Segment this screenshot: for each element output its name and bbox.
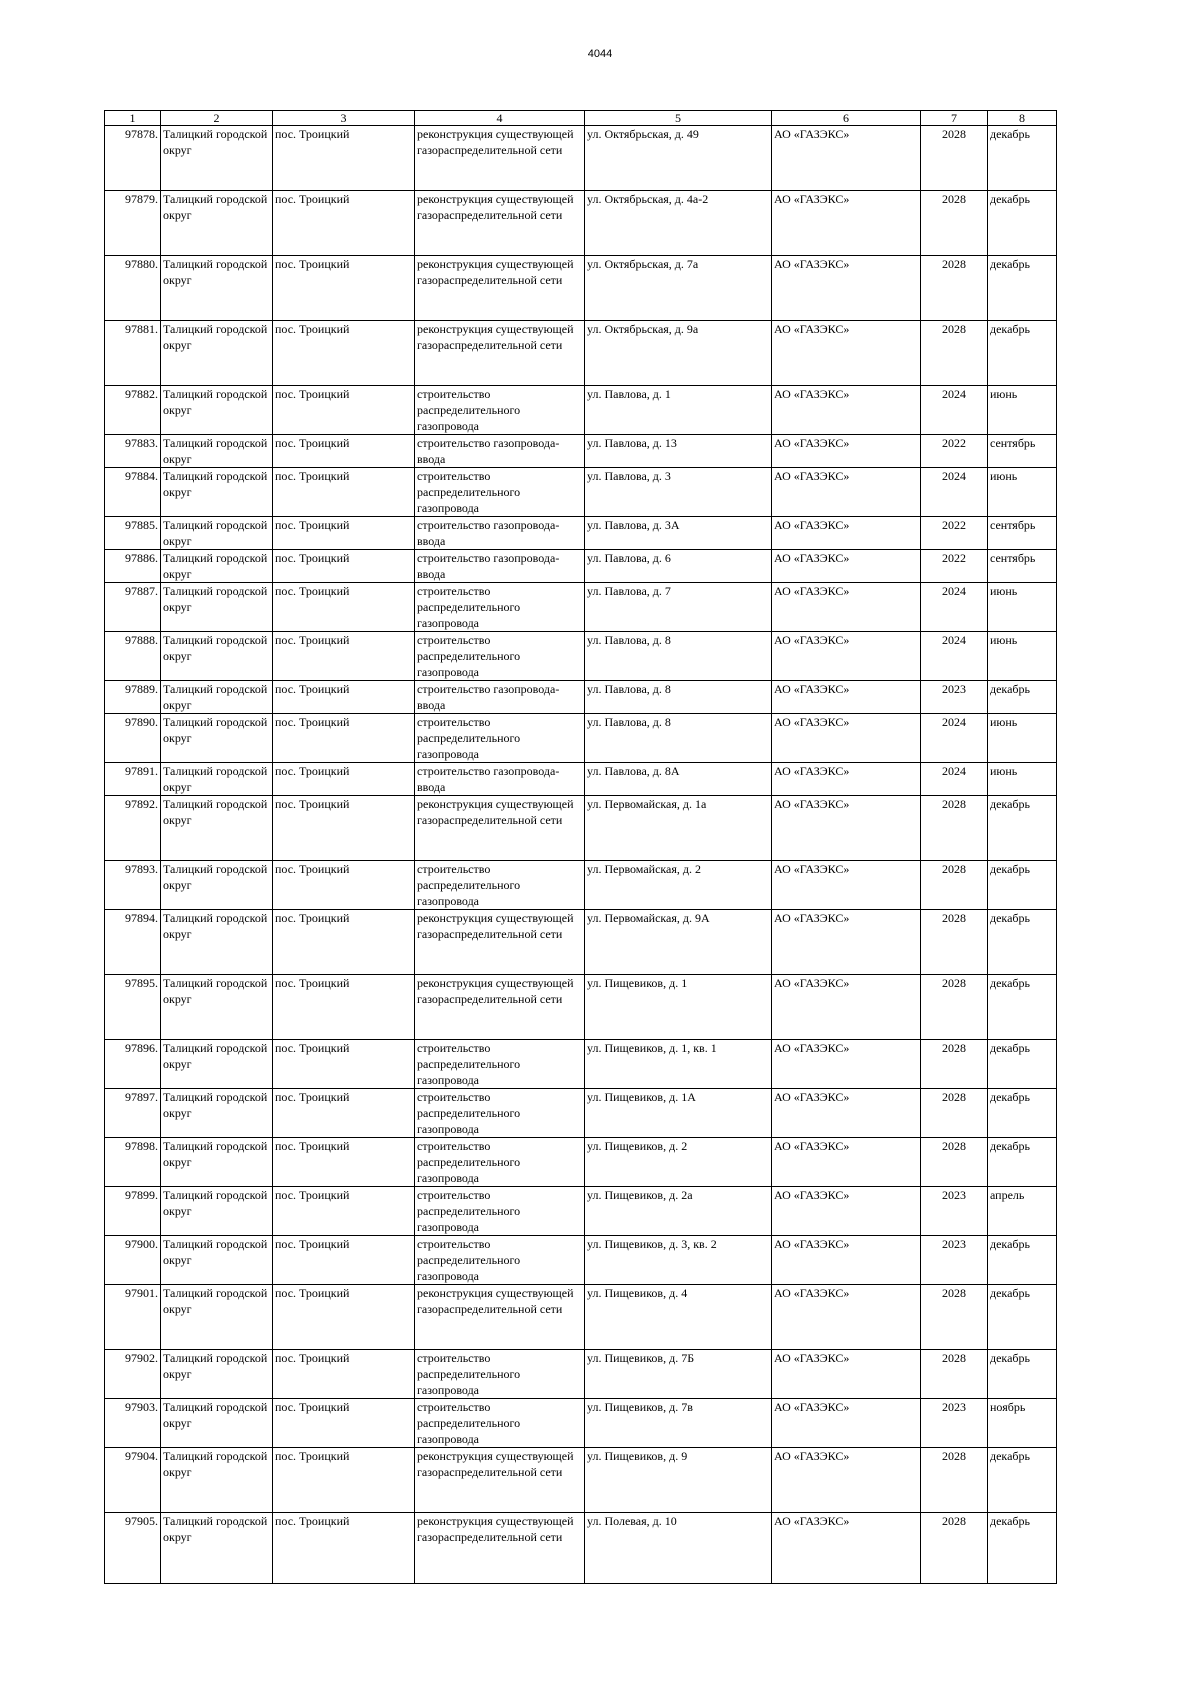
- table-row: [105, 1187, 1057, 1236]
- month-cell: сентябрь: [988, 435, 1057, 468]
- work-type-cell: реконструкция существующей газораспределительной сети: [415, 1448, 585, 1513]
- table-row: [105, 910, 1057, 975]
- column-header: 4: [415, 111, 585, 126]
- year-cell: 2028: [921, 910, 988, 975]
- settlement-cell: пос. Троицкий: [273, 1513, 415, 1584]
- row-number-cell: 97892.: [105, 796, 161, 861]
- municipality-cell: Талицкий городской округ: [161, 1350, 273, 1399]
- work-type-cell: строительство распределительного газопровода: [415, 468, 585, 517]
- contractor-cell: АО «ГАЗЭКС»: [772, 468, 921, 517]
- year-cell: 2023: [921, 1399, 988, 1448]
- contractor-cell: АО «ГАЗЭКС»: [772, 1448, 921, 1513]
- contractor-cell: АО «ГАЗЭКС»: [772, 681, 921, 714]
- year-cell: 2028: [921, 1448, 988, 1513]
- row-number-cell: 97897.: [105, 1089, 161, 1138]
- page-number: 4044: [587, 48, 613, 60]
- settlement-cell: пос. Троицкий: [273, 191, 415, 256]
- work-type-cell: реконструкция существующей газораспределительной сети: [415, 191, 585, 256]
- month-cell: июнь: [988, 468, 1057, 517]
- contractor-cell: АО «ГАЗЭКС»: [772, 321, 921, 386]
- year-cell: 2028: [921, 1138, 988, 1187]
- year-cell: 2028: [921, 126, 988, 191]
- column-header: 5: [585, 111, 772, 126]
- contractor-cell: АО «ГАЗЭКС»: [772, 1187, 921, 1236]
- settlement-cell: пос. Троицкий: [273, 681, 415, 714]
- settlement-cell: пос. Троицкий: [273, 435, 415, 468]
- year-cell: 2024: [921, 763, 988, 796]
- settlement-cell: пос. Троицкий: [273, 861, 415, 910]
- gasification-table: [104, 110, 1057, 1584]
- work-type-cell: строительство распределительного газопровода: [415, 386, 585, 435]
- month-cell: апрель: [988, 1187, 1057, 1236]
- month-cell: декабрь: [988, 910, 1057, 975]
- work-type-cell: строительство газопровода-ввода: [415, 517, 585, 550]
- municipality-cell: Талицкий городской округ: [161, 583, 273, 632]
- table-row: [105, 386, 1057, 435]
- month-cell: июнь: [988, 632, 1057, 681]
- settlement-cell: пос. Троицкий: [273, 1399, 415, 1448]
- table-row: [105, 1285, 1057, 1350]
- year-cell: 2023: [921, 681, 988, 714]
- address-cell: ул. Октябрьская, д. 4а-2: [585, 191, 772, 256]
- address-cell: ул. Пищевиков, д. 2: [585, 1138, 772, 1187]
- month-cell: декабрь: [988, 321, 1057, 386]
- work-type-cell: строительство газопровода-ввода: [415, 763, 585, 796]
- municipality-cell: Талицкий городской округ: [161, 386, 273, 435]
- month-cell: декабрь: [988, 796, 1057, 861]
- row-number-cell: 97896.: [105, 1040, 161, 1089]
- year-cell: 2028: [921, 796, 988, 861]
- settlement-cell: пос. Троицкий: [273, 550, 415, 583]
- settlement-cell: пос. Троицкий: [273, 1089, 415, 1138]
- contractor-cell: АО «ГАЗЭКС»: [772, 910, 921, 975]
- row-number-cell: 97882.: [105, 386, 161, 435]
- address-cell: ул. Первомайская, д. 9А: [585, 910, 772, 975]
- column-header: 3: [273, 111, 415, 126]
- table-row: [105, 975, 1057, 1040]
- contractor-cell: АО «ГАЗЭКС»: [772, 435, 921, 468]
- month-cell: июнь: [988, 386, 1057, 435]
- column-header: 7: [921, 111, 988, 126]
- year-cell: 2028: [921, 1350, 988, 1399]
- municipality-cell: Талицкий городской округ: [161, 1448, 273, 1513]
- contractor-cell: АО «ГАЗЭКС»: [772, 256, 921, 321]
- month-cell: декабрь: [988, 256, 1057, 321]
- table-row: [105, 126, 1057, 191]
- work-type-cell: строительство распределительного газопровода: [415, 583, 585, 632]
- column-number-row: [105, 111, 1057, 126]
- work-type-cell: реконструкция существующей газораспределительной сети: [415, 975, 585, 1040]
- row-number-cell: 97893.: [105, 861, 161, 910]
- work-type-cell: строительство распределительного газопровода: [415, 1350, 585, 1399]
- contractor-cell: АО «ГАЗЭКС»: [772, 861, 921, 910]
- row-number-cell: 97900.: [105, 1236, 161, 1285]
- month-cell: декабрь: [988, 126, 1057, 191]
- municipality-cell: Талицкий городской округ: [161, 1040, 273, 1089]
- settlement-cell: пос. Троицкий: [273, 321, 415, 386]
- municipality-cell: Талицкий городской округ: [161, 1187, 273, 1236]
- settlement-cell: пос. Троицкий: [273, 386, 415, 435]
- year-cell: 2028: [921, 1513, 988, 1584]
- municipality-cell: Талицкий городской округ: [161, 1285, 273, 1350]
- month-cell: декабрь: [988, 1040, 1057, 1089]
- address-cell: ул. Павлова, д. 8: [585, 681, 772, 714]
- work-type-cell: реконструкция существующей газораспределительной сети: [415, 1513, 585, 1584]
- address-cell: ул. Павлова, д. 8А: [585, 763, 772, 796]
- table-row: [105, 861, 1057, 910]
- municipality-cell: Талицкий городской округ: [161, 681, 273, 714]
- year-cell: 2028: [921, 1285, 988, 1350]
- row-number-cell: 97883.: [105, 435, 161, 468]
- work-type-cell: строительство распределительного газопровода: [415, 1040, 585, 1089]
- contractor-cell: АО «ГАЗЭКС»: [772, 517, 921, 550]
- work-type-cell: строительство распределительного газопровода: [415, 714, 585, 763]
- contractor-cell: АО «ГАЗЭКС»: [772, 1399, 921, 1448]
- settlement-cell: пос. Троицкий: [273, 517, 415, 550]
- row-number-cell: 97904.: [105, 1448, 161, 1513]
- year-cell: 2028: [921, 256, 988, 321]
- contractor-cell: АО «ГАЗЭКС»: [772, 1089, 921, 1138]
- month-cell: декабрь: [988, 1285, 1057, 1350]
- month-cell: ноябрь: [988, 1399, 1057, 1448]
- settlement-cell: пос. Троицкий: [273, 632, 415, 681]
- table-row: [105, 468, 1057, 517]
- contractor-cell: АО «ГАЗЭКС»: [772, 1236, 921, 1285]
- address-cell: ул. Павлова, д. 8: [585, 632, 772, 681]
- work-type-cell: строительство распределительного газопровода: [415, 861, 585, 910]
- column-header: 2: [161, 111, 273, 126]
- municipality-cell: Талицкий городской округ: [161, 256, 273, 321]
- table-row: [105, 435, 1057, 468]
- table-row: [105, 796, 1057, 861]
- settlement-cell: пос. Троицкий: [273, 763, 415, 796]
- municipality-cell: Талицкий городской округ: [161, 321, 273, 386]
- year-cell: 2028: [921, 321, 988, 386]
- month-cell: декабрь: [988, 1448, 1057, 1513]
- work-type-cell: строительство распределительного газопровода: [415, 1187, 585, 1236]
- municipality-cell: Талицкий городской округ: [161, 714, 273, 763]
- table-row: [105, 1236, 1057, 1285]
- contractor-cell: АО «ГАЗЭКС»: [772, 632, 921, 681]
- table-row: [105, 763, 1057, 796]
- settlement-cell: пос. Троицкий: [273, 126, 415, 191]
- work-type-cell: реконструкция существующей газораспределительной сети: [415, 256, 585, 321]
- municipality-cell: Талицкий городской округ: [161, 191, 273, 256]
- month-cell: декабрь: [988, 1350, 1057, 1399]
- year-cell: 2024: [921, 386, 988, 435]
- month-cell: декабрь: [988, 191, 1057, 256]
- row-number-cell: 97905.: [105, 1513, 161, 1584]
- work-type-cell: строительство распределительного газопровода: [415, 1138, 585, 1187]
- month-cell: декабрь: [988, 1513, 1057, 1584]
- work-type-cell: реконструкция существующей газораспределительной сети: [415, 1285, 585, 1350]
- month-cell: сентябрь: [988, 517, 1057, 550]
- table-row: [105, 517, 1057, 550]
- settlement-cell: пос. Троицкий: [273, 1236, 415, 1285]
- address-cell: ул. Пищевиков, д. 9: [585, 1448, 772, 1513]
- address-cell: ул. Пищевиков, д. 3, кв. 2: [585, 1236, 772, 1285]
- contractor-cell: АО «ГАЗЭКС»: [772, 386, 921, 435]
- year-cell: 2024: [921, 714, 988, 763]
- table-row: [105, 1399, 1057, 1448]
- address-cell: ул. Павлова, д. 13: [585, 435, 772, 468]
- table-row: [105, 191, 1057, 256]
- row-number-cell: 97886.: [105, 550, 161, 583]
- address-cell: ул. Первомайская, д. 1а: [585, 796, 772, 861]
- municipality-cell: Талицкий городской округ: [161, 550, 273, 583]
- contractor-cell: АО «ГАЗЭКС»: [772, 1040, 921, 1089]
- work-type-cell: строительство распределительного газопровода: [415, 1089, 585, 1138]
- year-cell: 2028: [921, 1089, 988, 1138]
- row-number-cell: 97885.: [105, 517, 161, 550]
- table-row: [105, 256, 1057, 321]
- month-cell: декабрь: [988, 1236, 1057, 1285]
- row-number-cell: 97888.: [105, 632, 161, 681]
- address-cell: ул. Павлова, д. 3А: [585, 517, 772, 550]
- municipality-cell: Талицкий городской округ: [161, 517, 273, 550]
- year-cell: 2022: [921, 550, 988, 583]
- table-row: [105, 632, 1057, 681]
- contractor-cell: АО «ГАЗЭКС»: [772, 1138, 921, 1187]
- work-type-cell: реконструкция существующей газораспределительной сети: [415, 910, 585, 975]
- settlement-cell: пос. Троицкий: [273, 1040, 415, 1089]
- column-header: 8: [988, 111, 1057, 126]
- table-row: [105, 321, 1057, 386]
- table-row: [105, 1350, 1057, 1399]
- address-cell: ул. Павлова, д. 1: [585, 386, 772, 435]
- row-number-cell: 97890.: [105, 714, 161, 763]
- settlement-cell: пос. Троицкий: [273, 910, 415, 975]
- municipality-cell: Талицкий городской округ: [161, 632, 273, 681]
- contractor-cell: АО «ГАЗЭКС»: [772, 191, 921, 256]
- work-type-cell: строительство распределительного газопровода: [415, 1399, 585, 1448]
- address-cell: ул. Пищевиков, д. 2а: [585, 1187, 772, 1236]
- settlement-cell: пос. Троицкий: [273, 256, 415, 321]
- municipality-cell: Талицкий городской округ: [161, 468, 273, 517]
- settlement-cell: пос. Троицкий: [273, 583, 415, 632]
- work-type-cell: строительство газопровода-ввода: [415, 435, 585, 468]
- month-cell: сентябрь: [988, 550, 1057, 583]
- settlement-cell: пос. Троицкий: [273, 1285, 415, 1350]
- table-row: [105, 1040, 1057, 1089]
- year-cell: 2024: [921, 583, 988, 632]
- row-number-cell: 97889.: [105, 681, 161, 714]
- address-cell: ул. Октябрьская, д. 7а: [585, 256, 772, 321]
- row-number-cell: 97891.: [105, 763, 161, 796]
- address-cell: ул. Павлова, д. 6: [585, 550, 772, 583]
- municipality-cell: Талицкий городской округ: [161, 1236, 273, 1285]
- year-cell: 2028: [921, 975, 988, 1040]
- year-cell: 2028: [921, 1040, 988, 1089]
- address-cell: ул. Пищевиков, д. 7Б: [585, 1350, 772, 1399]
- address-cell: ул. Пищевиков, д. 4: [585, 1285, 772, 1350]
- year-cell: 2022: [921, 517, 988, 550]
- address-cell: ул. Октябрьская, д. 49: [585, 126, 772, 191]
- municipality-cell: Талицкий городской округ: [161, 1089, 273, 1138]
- table-row: [105, 583, 1057, 632]
- municipality-cell: Талицкий городской округ: [161, 1399, 273, 1448]
- contractor-cell: АО «ГАЗЭКС»: [772, 126, 921, 191]
- address-cell: ул. Пищевиков, д. 1А: [585, 1089, 772, 1138]
- row-number-cell: 97903.: [105, 1399, 161, 1448]
- table-body: [105, 126, 1057, 1584]
- settlement-cell: пос. Троицкий: [273, 1187, 415, 1236]
- work-type-cell: реконструкция существующей газораспределительной сети: [415, 796, 585, 861]
- work-type-cell: строительство распределительного газопровода: [415, 632, 585, 681]
- row-number-cell: 97895.: [105, 975, 161, 1040]
- year-cell: 2028: [921, 191, 988, 256]
- address-cell: ул. Пищевиков, д. 1, кв. 1: [585, 1040, 772, 1089]
- settlement-cell: пос. Троицкий: [273, 1448, 415, 1513]
- address-cell: ул. Полевая, д. 10: [585, 1513, 772, 1584]
- year-cell: 2024: [921, 468, 988, 517]
- address-cell: ул. Октябрьская, д. 9а: [585, 321, 772, 386]
- table-row: [105, 1448, 1057, 1513]
- row-number-cell: 97901.: [105, 1285, 161, 1350]
- contractor-cell: АО «ГАЗЭКС»: [772, 796, 921, 861]
- row-number-cell: 97894.: [105, 910, 161, 975]
- contractor-cell: АО «ГАЗЭКС»: [772, 583, 921, 632]
- month-cell: июнь: [988, 763, 1057, 796]
- municipality-cell: Талицкий городской округ: [161, 435, 273, 468]
- municipality-cell: Талицкий городской округ: [161, 763, 273, 796]
- table-row: [105, 714, 1057, 763]
- work-type-cell: реконструкция существующей газораспределительной сети: [415, 321, 585, 386]
- municipality-cell: Талицкий городской округ: [161, 861, 273, 910]
- table-row: [105, 550, 1057, 583]
- month-cell: декабрь: [988, 681, 1057, 714]
- municipality-cell: Талицкий городской округ: [161, 910, 273, 975]
- municipality-cell: Талицкий городской округ: [161, 975, 273, 1040]
- row-number-cell: 97899.: [105, 1187, 161, 1236]
- table-row: [105, 1513, 1057, 1584]
- contractor-cell: АО «ГАЗЭКС»: [772, 1350, 921, 1399]
- settlement-cell: пос. Троицкий: [273, 796, 415, 861]
- address-cell: ул. Пищевиков, д. 7в: [585, 1399, 772, 1448]
- contractor-cell: АО «ГАЗЭКС»: [772, 1285, 921, 1350]
- year-cell: 2028: [921, 861, 988, 910]
- work-type-cell: строительство распределительного газопровода: [415, 1236, 585, 1285]
- contractor-cell: АО «ГАЗЭКС»: [772, 550, 921, 583]
- year-cell: 2023: [921, 1187, 988, 1236]
- municipality-cell: Талицкий городской округ: [161, 796, 273, 861]
- year-cell: 2023: [921, 1236, 988, 1285]
- settlement-cell: пос. Троицкий: [273, 975, 415, 1040]
- address-cell: ул. Павлова, д. 3: [585, 468, 772, 517]
- table-row: [105, 1138, 1057, 1187]
- year-cell: 2022: [921, 435, 988, 468]
- column-header: 6: [772, 111, 921, 126]
- settlement-cell: пос. Троицкий: [273, 468, 415, 517]
- row-number-cell: 97879.: [105, 191, 161, 256]
- month-cell: декабрь: [988, 1089, 1057, 1138]
- row-number-cell: 97902.: [105, 1350, 161, 1399]
- row-number-cell: 97880.: [105, 256, 161, 321]
- month-cell: декабрь: [988, 1138, 1057, 1187]
- address-cell: ул. Павлова, д. 8: [585, 714, 772, 763]
- table-row: [105, 1089, 1057, 1138]
- settlement-cell: пос. Троицкий: [273, 1138, 415, 1187]
- row-number-cell: 97878.: [105, 126, 161, 191]
- month-cell: июнь: [988, 714, 1057, 763]
- contractor-cell: АО «ГАЗЭКС»: [772, 1513, 921, 1584]
- row-number-cell: 97887.: [105, 583, 161, 632]
- address-cell: ул. Пищевиков, д. 1: [585, 975, 772, 1040]
- contractor-cell: АО «ГАЗЭКС»: [772, 714, 921, 763]
- address-cell: ул. Первомайская, д. 2: [585, 861, 772, 910]
- settlement-cell: пос. Троицкий: [273, 714, 415, 763]
- work-type-cell: строительство газопровода-ввода: [415, 681, 585, 714]
- work-type-cell: строительство газопровода-ввода: [415, 550, 585, 583]
- contractor-cell: АО «ГАЗЭКС»: [772, 975, 921, 1040]
- row-number-cell: 97898.: [105, 1138, 161, 1187]
- month-cell: июнь: [988, 583, 1057, 632]
- month-cell: декабрь: [988, 861, 1057, 910]
- contractor-cell: АО «ГАЗЭКС»: [772, 763, 921, 796]
- municipality-cell: Талицкий городской округ: [161, 126, 273, 191]
- address-cell: ул. Павлова, д. 7: [585, 583, 772, 632]
- work-type-cell: реконструкция существующей газораспределительной сети: [415, 126, 585, 191]
- table-row: [105, 681, 1057, 714]
- municipality-cell: Талицкий городской округ: [161, 1138, 273, 1187]
- municipality-cell: Талицкий городской округ: [161, 1513, 273, 1584]
- settlement-cell: пос. Троицкий: [273, 1350, 415, 1399]
- year-cell: 2024: [921, 632, 988, 681]
- row-number-cell: 97884.: [105, 468, 161, 517]
- column-header: 1: [105, 111, 161, 126]
- row-number-cell: 97881.: [105, 321, 161, 386]
- month-cell: декабрь: [988, 975, 1057, 1040]
